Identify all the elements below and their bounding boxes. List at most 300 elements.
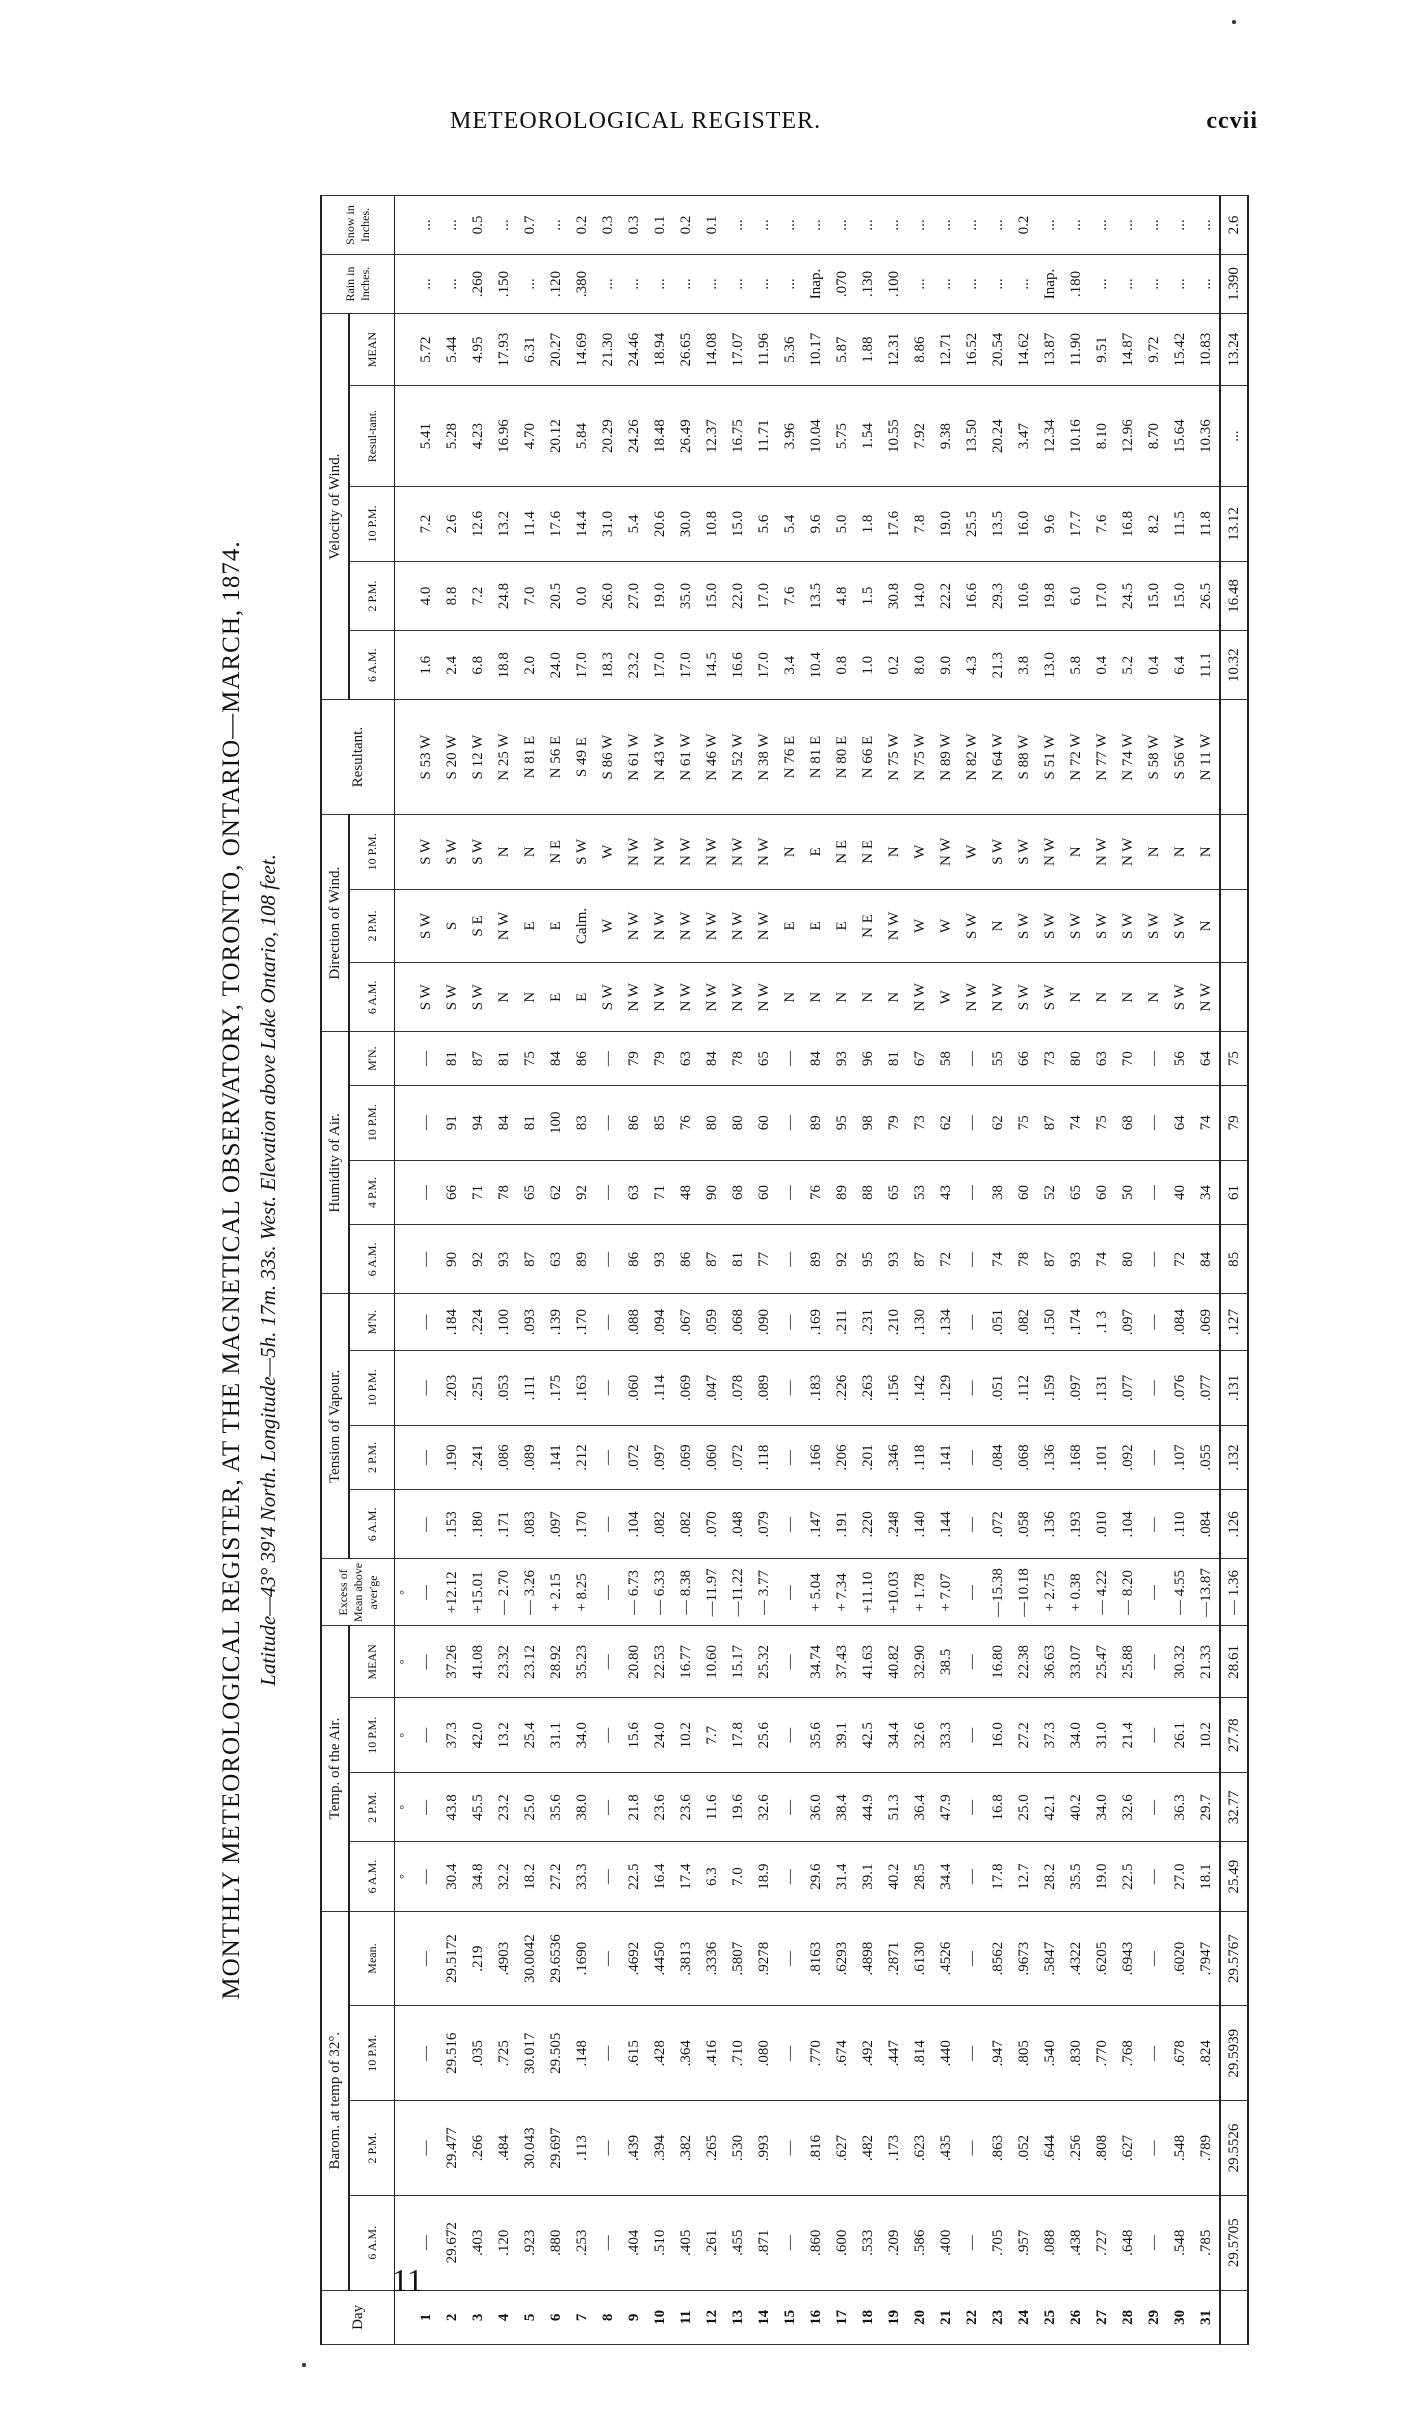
col-snow: Snow in Inches.	[321, 196, 395, 255]
cell-bm: .5807	[725, 1911, 751, 2006]
cell-v6: .058	[1011, 1490, 1037, 1559]
cell-d10: N W	[673, 814, 699, 889]
cell-w2: 10.6	[1011, 561, 1037, 630]
cell-wm: 14.08	[699, 314, 725, 386]
cell-w10: 11.8	[1193, 487, 1220, 562]
cell-v6: .097	[543, 1490, 569, 1559]
cell-wm: 1.88	[855, 314, 881, 386]
cell-w2: 27.0	[621, 561, 647, 630]
cell-h10: 74	[1193, 1085, 1220, 1160]
cell-res: N 81 E	[803, 700, 829, 815]
cell-t6: —	[1141, 1842, 1167, 1911]
cell-d2: N W	[491, 889, 517, 963]
cell-d2: E	[829, 889, 855, 963]
cell-t6: 17.8	[985, 1842, 1011, 1911]
table-row	[673, 196, 699, 2345]
cell-res: N 25 W	[491, 700, 517, 815]
cell-w10: 13.12	[1220, 487, 1248, 562]
cell-rain: ...	[595, 255, 621, 314]
cell-t6: 34.4	[933, 1842, 959, 1911]
cell-ex: — 8.20	[1115, 1559, 1141, 1626]
cell-w6: 21.3	[985, 631, 1011, 700]
cell-v6: .070	[699, 1490, 725, 1559]
cell-b2: .484	[491, 2101, 517, 2196]
cell-wr: 7.92	[907, 386, 933, 487]
cell-t10: 7.7	[699, 1698, 725, 1773]
cell-w10: 5.6	[751, 487, 777, 562]
cell-d2: S W	[959, 889, 985, 963]
cell-vm: .1 3	[1089, 1294, 1115, 1351]
cell-hm: 81	[491, 1032, 517, 1086]
cell-b6: .705	[985, 2195, 1011, 2290]
cell-d10: E	[803, 814, 829, 889]
cell-v6: .136	[1037, 1490, 1063, 1559]
cell-vm: .094	[647, 1294, 673, 1351]
cell-v2: .068	[1011, 1425, 1037, 1490]
cell-t6: —	[959, 1842, 985, 1911]
cell-b10: —	[959, 2006, 985, 2101]
cell-b6: 29.672	[439, 2195, 465, 2290]
cell-w2: 14.0	[907, 561, 933, 630]
cell-res: S 58 W	[1141, 700, 1167, 815]
cell-t10: 24.0	[647, 1698, 673, 1773]
cell-hm: —	[595, 1032, 621, 1086]
cell-d2: N W	[647, 889, 673, 963]
cell-h2: 60	[1011, 1160, 1037, 1225]
cell-d2: Calm.	[569, 889, 595, 963]
cell-b10: .770	[1089, 2006, 1115, 2101]
cell-d2: N W	[621, 889, 647, 963]
cell-rain: ...	[647, 255, 673, 314]
cell-d10: N W	[933, 814, 959, 889]
cell-wr: 9.38	[933, 386, 959, 487]
cell-w6: 14.5	[699, 631, 725, 700]
cell-t6: 18.9	[751, 1842, 777, 1911]
cell-bm: —	[959, 1911, 985, 2006]
cell-v2: .069	[673, 1425, 699, 1490]
cell-v6: .153	[439, 1490, 465, 1559]
cell-h6: 89	[569, 1225, 595, 1294]
cell-bm: .219	[465, 1911, 491, 2006]
cell-wm: 15.42	[1167, 314, 1193, 386]
cell-d6: S W	[439, 963, 465, 1032]
cell-d2: N	[1193, 889, 1220, 963]
cell-rain: .120	[543, 255, 569, 314]
cell-wm: 12.31	[881, 314, 907, 386]
cell-t2: —	[959, 1773, 985, 1842]
cell-hm: 66	[1011, 1032, 1037, 1086]
cell-t6: 25.49	[1220, 1842, 1248, 1911]
unit-degree: °	[395, 1773, 414, 1842]
cell-v10: .175	[543, 1350, 569, 1425]
cell-snow: ...	[881, 196, 907, 255]
group-direction: Direction of Wind.	[321, 814, 349, 1031]
cell-tm: 16.77	[673, 1626, 699, 1698]
cell-vm: .150	[1037, 1294, 1063, 1351]
cell-hm: 78	[725, 1032, 751, 1086]
cell-v6: .110	[1167, 1490, 1193, 1559]
cell-t6: 28.2	[1037, 1842, 1063, 1911]
cell-res: N 11 W	[1193, 700, 1220, 815]
cell-t10: —	[1141, 1698, 1167, 1773]
cell-h6: —	[413, 1225, 439, 1294]
meteorological-table	[320, 195, 1249, 2345]
cell-d2: N E	[855, 889, 881, 963]
cell-bm: .2871	[881, 1911, 907, 2006]
cell-w2: 17.0	[751, 561, 777, 630]
cell-hm: 79	[647, 1032, 673, 1086]
cell-h2: —	[595, 1160, 621, 1225]
cell-w6: 18.8	[491, 631, 517, 700]
cell-res: S 51 W	[1037, 700, 1063, 815]
cell-v2: .346	[881, 1425, 907, 1490]
cell-snow: ...	[985, 196, 1011, 255]
cell-h6: 63	[543, 1225, 569, 1294]
cell-b2: .113	[569, 2101, 595, 2196]
cell-h6: 87	[1037, 1225, 1063, 1294]
cell-wm: 11.90	[1063, 314, 1089, 386]
cell-day: 15	[777, 2290, 803, 2344]
cell-h6: 92	[465, 1225, 491, 1294]
cell-vm: .130	[907, 1294, 933, 1351]
cell-t6: 27.2	[543, 1842, 569, 1911]
cell-t2: 47.9	[933, 1773, 959, 1842]
cell-b10: 29.516	[439, 2006, 465, 2101]
cell-b2: .173	[881, 2101, 907, 2196]
cell-ex: — 4.22	[1089, 1559, 1115, 1626]
cell-vm: .068	[725, 1294, 751, 1351]
cell-h10: 81	[517, 1085, 543, 1160]
cell-w2: 30.8	[881, 561, 907, 630]
cell-w10: 13.2	[491, 487, 517, 562]
cell-b2: .266	[465, 2101, 491, 2196]
cell-d2: N W	[751, 889, 777, 963]
cell-d10: N	[1141, 814, 1167, 889]
cell-res: N 76 E	[777, 700, 803, 815]
cell-h6: 93	[647, 1225, 673, 1294]
table-row	[517, 196, 543, 2345]
cell-tm: 23.12	[517, 1626, 543, 1698]
cell-v2: .141	[543, 1425, 569, 1490]
cell-tm: 35.23	[569, 1626, 595, 1698]
cell-w2: 15.0	[1167, 561, 1193, 630]
cell-vm: .059	[699, 1294, 725, 1351]
cell-d10: N	[881, 814, 907, 889]
cell-t6: 40.2	[881, 1842, 907, 1911]
cell-rain: .260	[465, 255, 491, 314]
cell-vm: —	[777, 1294, 803, 1351]
cell-ex: —	[595, 1559, 621, 1626]
cell-v10: .077	[1115, 1350, 1141, 1425]
cell-wr: 1.54	[855, 386, 881, 487]
cell-h2: 60	[751, 1160, 777, 1225]
cell-t6: 28.5	[907, 1842, 933, 1911]
cell-day: 22	[959, 2290, 985, 2344]
cell-w6: 5.8	[1063, 631, 1089, 700]
cell-w6: 1.6	[413, 631, 439, 700]
cell-tm: 25.47	[1089, 1626, 1115, 1698]
cell-h6: 85	[1220, 1225, 1248, 1294]
cell-v2: .212	[569, 1425, 595, 1490]
cell-w2: 19.0	[647, 561, 673, 630]
cell-d6: N W	[751, 963, 777, 1032]
cell-h2: —	[1141, 1160, 1167, 1225]
cell-wr: ...	[1220, 386, 1248, 487]
units-row	[395, 196, 414, 2345]
cell-hm: —	[777, 1032, 803, 1086]
cell-bm: —	[1141, 1911, 1167, 2006]
cell-wm: 5.72	[413, 314, 439, 386]
cell-b10: .814	[907, 2006, 933, 2101]
cell-wm: 6.31	[517, 314, 543, 386]
cell-ex: + 8.25	[569, 1559, 595, 1626]
cell-wr: 10.04	[803, 386, 829, 487]
cell-v10: .129	[933, 1350, 959, 1425]
cell-d2: S	[439, 889, 465, 963]
cell-b2: .644	[1037, 2101, 1063, 2196]
cell-v10: —	[959, 1350, 985, 1425]
cell-t6: 16.4	[647, 1842, 673, 1911]
speck	[302, 2363, 306, 2367]
cell-day: 17	[829, 2290, 855, 2344]
cell-b2: —	[777, 2101, 803, 2196]
cell-v2: —	[959, 1425, 985, 1490]
cell-d10: N W	[621, 814, 647, 889]
cell-t2: 32.6	[1115, 1773, 1141, 1842]
cell-v10: —	[1141, 1350, 1167, 1425]
cell-wr: 18.48	[647, 386, 673, 487]
cell-t10: 34.4	[881, 1698, 907, 1773]
cell-w6: 6.4	[1167, 631, 1193, 700]
cell-d6: N	[491, 963, 517, 1032]
table-row	[1193, 196, 1220, 2345]
cell-h6: —	[1141, 1225, 1167, 1294]
cell-t2: 29.7	[1193, 1773, 1220, 1842]
cell-w10: 17.6	[881, 487, 907, 562]
cell-day: 14	[751, 2290, 777, 2344]
cell-hm: 64	[1193, 1032, 1220, 1086]
cell-d10: S W	[465, 814, 491, 889]
cell-v6: .104	[621, 1490, 647, 1559]
cell-bm: .6293	[829, 1911, 855, 2006]
cell-t10: —	[959, 1698, 985, 1773]
cell-rain: .130	[855, 255, 881, 314]
cell-d10: N W	[751, 814, 777, 889]
cell-d6: N W	[673, 963, 699, 1032]
cell-b2: 29.5526	[1220, 2101, 1248, 2196]
cell-b2: .627	[829, 2101, 855, 2196]
cell-ex: —13.87	[1193, 1559, 1220, 1626]
cell-rain: ...	[1115, 255, 1141, 314]
cell-w10: 13.5	[985, 487, 1011, 562]
cell-v6: .126	[1220, 1490, 1248, 1559]
table-row	[751, 196, 777, 2345]
handwritten-note: 11	[392, 2262, 423, 2298]
cell-snow: ...	[751, 196, 777, 255]
cell-tm: —	[595, 1626, 621, 1698]
col-rain: Rain in Inches.	[321, 255, 395, 314]
cell-d2: S W	[1011, 889, 1037, 963]
cell-d10: S W	[985, 814, 1011, 889]
sub-vapour-10pm: 10 P.M.	[349, 1350, 395, 1425]
cell-snow: 0.1	[647, 196, 673, 255]
cell-b6: .403	[465, 2195, 491, 2290]
cell-t6: 22.5	[1115, 1842, 1141, 1911]
cell-rain: Inap.	[1037, 255, 1063, 314]
cell-hm: 63	[673, 1032, 699, 1086]
cell-bm: .6943	[1115, 1911, 1141, 2006]
cell-v10: .159	[1037, 1350, 1063, 1425]
cell-w2: 24.5	[1115, 561, 1141, 630]
table-row	[855, 196, 881, 2345]
cell-v10: .078	[725, 1350, 751, 1425]
cell-w2: 4.8	[829, 561, 855, 630]
cell-h2: 34	[1193, 1160, 1220, 1225]
cell-hm: —	[413, 1032, 439, 1086]
cell-v6: .248	[881, 1490, 907, 1559]
cell-hm: 58	[933, 1032, 959, 1086]
sub-header-row	[349, 196, 395, 2345]
cell-d2: S W	[1167, 889, 1193, 963]
group-barom: Barom. at temp of 32°.	[321, 1911, 349, 2290]
cell-d6: N	[1141, 963, 1167, 1032]
cell-d2	[1220, 889, 1248, 963]
group-vapour: Tension of Vapour.	[321, 1294, 349, 1559]
cell-t10: 10.2	[1193, 1698, 1220, 1773]
cell-vm: .067	[673, 1294, 699, 1351]
cell-t10: 42.5	[855, 1698, 881, 1773]
cell-tm: 21.33	[1193, 1626, 1220, 1698]
cell-t6: 33.3	[569, 1842, 595, 1911]
cell-d6: N	[803, 963, 829, 1032]
cell-b6: —	[777, 2195, 803, 2290]
cell-w10: 11.4	[517, 487, 543, 562]
cell-hm: 65	[751, 1032, 777, 1086]
cell-d10: N E	[855, 814, 881, 889]
cell-wm: 13.87	[1037, 314, 1063, 386]
cell-w2: 26.0	[595, 561, 621, 630]
cell-t2: 34.0	[1089, 1773, 1115, 1842]
cell-t10: 15.6	[621, 1698, 647, 1773]
cell-v10: .131	[1220, 1350, 1248, 1425]
cell-t10: 34.0	[569, 1698, 595, 1773]
cell-ex: + 0.38	[1063, 1559, 1089, 1626]
cell-hm: 73	[1037, 1032, 1063, 1086]
cell-w2: 8.8	[439, 561, 465, 630]
cell-h6: 93	[881, 1225, 907, 1294]
cell-w2: 24.8	[491, 561, 517, 630]
cell-res: S 56 W	[1167, 700, 1193, 815]
cell-res: S 12 W	[465, 700, 491, 815]
cell-h2: 90	[699, 1160, 725, 1225]
cell-vm: .082	[1011, 1294, 1037, 1351]
cell-b6: .586	[907, 2195, 933, 2290]
table-row	[569, 196, 595, 2345]
cell-v6: .140	[907, 1490, 933, 1559]
cell-hm: 75	[517, 1032, 543, 1086]
register-subtitle: Latitude—43° 39'4 North. Longitude—5h. 17m. 33s. West. Elevation above Lake Ontario, 108 feet.	[256, 854, 280, 1686]
cell-h6: 93	[1063, 1225, 1089, 1294]
cell-snow: 0.7	[517, 196, 543, 255]
cell-wm: 10.17	[803, 314, 829, 386]
cell-day: 11	[673, 2290, 699, 2344]
cell-w6: 9.0	[933, 631, 959, 700]
cell-v6: .072	[985, 1490, 1011, 1559]
cell-snow: 0.1	[699, 196, 725, 255]
cell-d6: N W	[1193, 963, 1220, 1032]
cell-t2: 21.8	[621, 1773, 647, 1842]
table-row	[725, 196, 751, 2345]
cell-tm: 16.80	[985, 1626, 1011, 1698]
cell-day: 30	[1167, 2290, 1193, 2344]
cell-d2: E	[803, 889, 829, 963]
cell-b10: .805	[1011, 2006, 1037, 2101]
cell-b6: .860	[803, 2195, 829, 2290]
cell-w2: 35.0	[673, 561, 699, 630]
cell-wr: 4.70	[517, 386, 543, 487]
cell-t2: 40.2	[1063, 1773, 1089, 1842]
sub-humidity-mn: M'N.	[349, 1032, 395, 1086]
cell-h10: 75	[1011, 1085, 1037, 1160]
cell-w6: 10.4	[803, 631, 829, 700]
cell-d10: S W	[439, 814, 465, 889]
cell-wr: 12.34	[1037, 386, 1063, 487]
cell-wm: 9.72	[1141, 314, 1167, 386]
cell-w6: 2.4	[439, 631, 465, 700]
cell-v6: .180	[465, 1490, 491, 1559]
cell-t6: 30.4	[439, 1842, 465, 1911]
cell-d10: N	[1063, 814, 1089, 889]
cell-d10: N E	[543, 814, 569, 889]
cell-t2: 23.6	[647, 1773, 673, 1842]
cell-w10: 7.8	[907, 487, 933, 562]
cell-d2: E	[543, 889, 569, 963]
cell-day: 12	[699, 2290, 725, 2344]
cell-b2: —	[959, 2101, 985, 2196]
cell-d6: N W	[699, 963, 725, 1032]
cell-b2: .789	[1193, 2101, 1220, 2196]
cell-snow: 0.5	[465, 196, 491, 255]
cell-w2: 15.0	[1141, 561, 1167, 630]
cell-w6: 0.4	[1141, 631, 1167, 700]
cell-v2: .141	[933, 1425, 959, 1490]
cell-vm: .127	[1220, 1294, 1248, 1351]
cell-b2: .265	[699, 2101, 725, 2196]
cell-v10: .114	[647, 1350, 673, 1425]
cell-h2: 62	[543, 1160, 569, 1225]
cell-v10: .183	[803, 1350, 829, 1425]
cell-b6: .548	[1167, 2195, 1193, 2290]
cell-b10: .674	[829, 2006, 855, 2101]
table-row	[543, 196, 569, 2345]
cell-h2: —	[777, 1160, 803, 1225]
cell-wm: 9.51	[1089, 314, 1115, 386]
cell-v6: .084	[1193, 1490, 1220, 1559]
cell-h6: 80	[1115, 1225, 1141, 1294]
cell-d2: N W	[725, 889, 751, 963]
cell-b6: .455	[725, 2195, 751, 2290]
cell-bm: .4903	[491, 1911, 517, 2006]
cell-d10: N W	[1115, 814, 1141, 889]
cell-rain: ...	[725, 255, 751, 314]
cell-t10: 35.6	[803, 1698, 829, 1773]
cell-t2: —	[777, 1773, 803, 1842]
cell-w10: 16.8	[1115, 487, 1141, 562]
cell-t10: 21.4	[1115, 1698, 1141, 1773]
cell-v10: .111	[517, 1350, 543, 1425]
cell-t2: 36.4	[907, 1773, 933, 1842]
cell-w6: 17.0	[569, 631, 595, 700]
